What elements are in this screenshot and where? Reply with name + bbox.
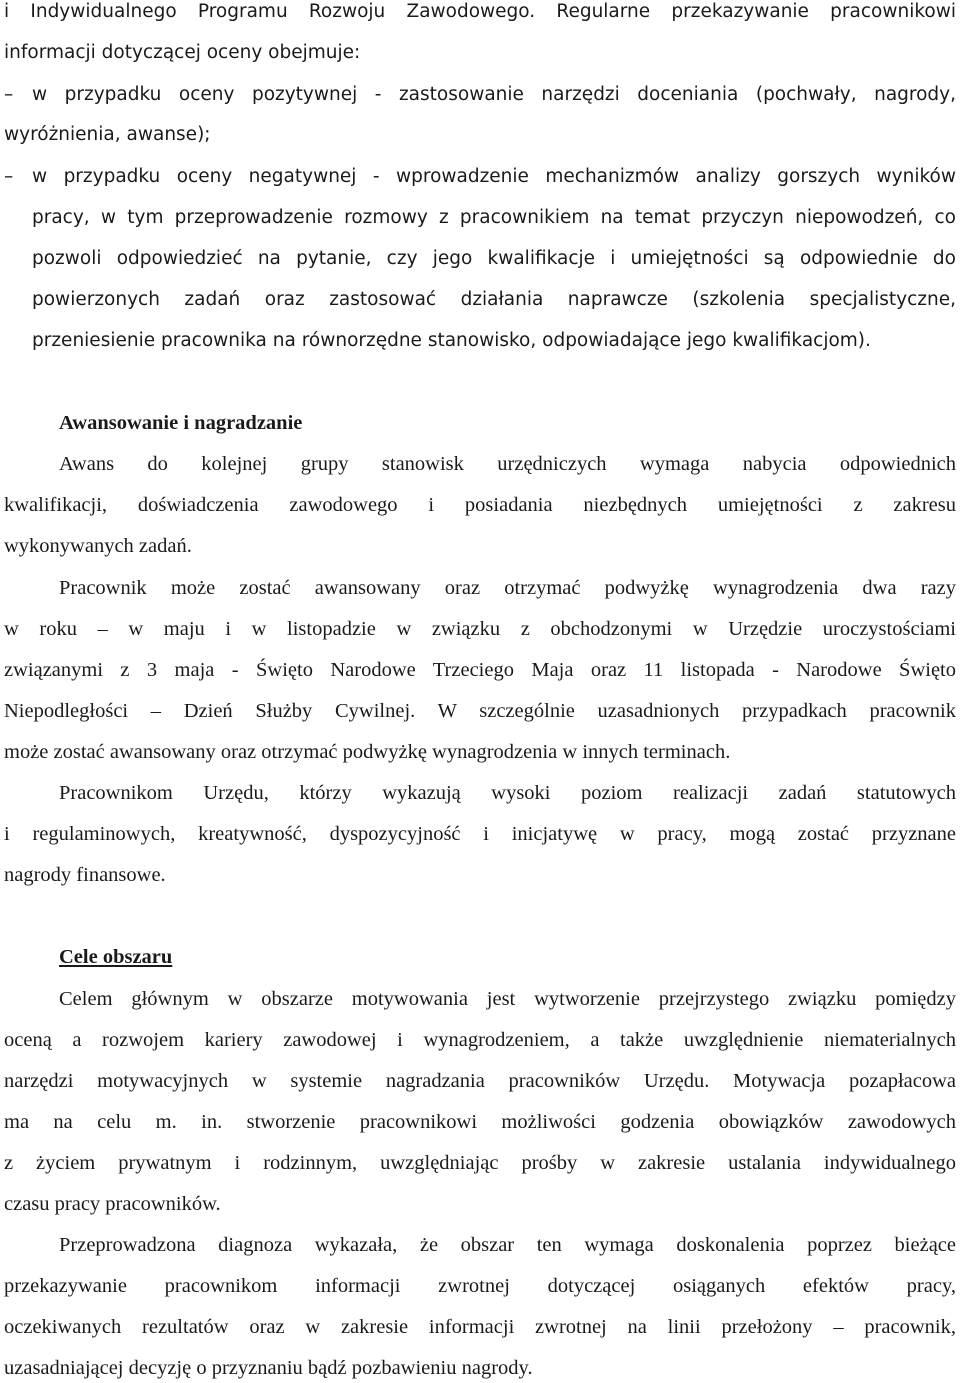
section-heading: Cele obszaru bbox=[59, 946, 173, 968]
bullet-continuation: przeniesienie pracownika na równorzędne stanowisko, odpowiadające jego kwalifikacjom). bbox=[32, 330, 871, 351]
bullet-item bbox=[4, 162, 956, 192]
dash-bullet: – bbox=[4, 166, 14, 187]
paragraph-line: Pracownik może zostać awansowany oraz otrzymać podwyżkę wynagrodzenia dwa razy bbox=[59, 577, 956, 599]
paragraph-line: Celem głównym w obszarze motywowania jest wytworzenie przejrzystego związku pomiędzy bbox=[59, 988, 956, 1010]
paragraph-line: z życiem prywatnym i rodzinnym, uwzględniając prośby w zakresie ustalania indywidualnego bbox=[4, 1152, 956, 1174]
bullet-text: w przypadku oceny negatywnej - wprowadzenie mechanizmów analizy gorszych wyników bbox=[32, 166, 956, 187]
paragraph-line: narzędzi motywacyjnych w systemie nagradzania pracowników Urzędu. Motywacja pozapłacowa bbox=[4, 1070, 956, 1092]
paragraph-line: związanymi z 3 maja - Święto Narodowe Trzeciego Maja oraz 11 listopada - Narodowe Święto bbox=[4, 659, 956, 681]
paragraph-line: w roku – w maju i w listopadzie w związku z obchodzonymi w Urzędzie uroczystościami bbox=[4, 618, 956, 640]
dash-bullet: – bbox=[4, 84, 14, 105]
section-heading: Awansowanie i nagradzanie bbox=[59, 412, 303, 434]
paragraph-line: informacji dotyczącej oceny obejmuje: bbox=[4, 42, 361, 63]
bullet-item bbox=[4, 80, 956, 110]
paragraph-line: nagrody finansowe. bbox=[4, 864, 166, 886]
paragraph-line: może zostać awansowany oraz otrzymać podwyżkę wynagrodzenia w innych terminach. bbox=[4, 741, 731, 763]
paragraph-line: i Indywidualnego Programu Rozwoju Zawodowego. Regularne przekazywanie pracownikowi bbox=[4, 1, 956, 22]
paragraph-line: oceną a rozwojem kariery zawodowej i wynagrodzeniem, a także uwzględnienie niematerialnych bbox=[4, 1029, 956, 1051]
paragraph-line: i regulaminowych, kreatywność, dyspozycyjność i inicjatywę w pracy, mogą zostać przyznane bbox=[4, 823, 956, 845]
paragraph-line: uzasadniającej decyzję o przyznaniu bądź pozbawieniu nagrody. bbox=[4, 1357, 533, 1379]
paragraph-line: Przeprowadzona diagnoza wykazała, że obszar ten wymaga doskonalenia poprzez bieżące bbox=[59, 1234, 956, 1256]
paragraph-line: kwalifikacji, doświadczenia zawodowego i posiadania niezbędnych umiejętności z zakresu bbox=[4, 494, 956, 516]
paragraph-line: czasu pracy pracowników. bbox=[4, 1193, 221, 1215]
bullet-text: w przypadku oceny pozytywnej - zastosowanie narzędzi doceniania (pochwały, nagrody, bbox=[32, 84, 956, 105]
paragraph-line: przekazywanie pracownikom informacji zwrotnej dotyczącej osiąganych efektów pracy, bbox=[4, 1275, 956, 1297]
bullet-continuation: wyróżnienia, awanse); bbox=[4, 124, 211, 145]
paragraph-line: Pracownikom Urzędu, którzy wykazują wysoki poziom realizacji zadań statutowych bbox=[59, 782, 956, 804]
bullet-continuation: powierzonych zadań oraz zastosować działania naprawcze (szkolenia specjalistyczne, bbox=[32, 289, 956, 310]
paragraph-line: Niepodległości – Dzień Służby Cywilnej. W szczególnie uzasadnionych przypadkach pracownik bbox=[4, 700, 956, 722]
paragraph-line: Awans do kolejnej grupy stanowisk urzędniczych wymaga nabycia odpowiednich bbox=[59, 453, 956, 475]
paragraph-line: wykonywanych zadań. bbox=[4, 535, 192, 557]
bullet-continuation: pracy, w tym przeprowadzenie rozmowy z pracownikiem na temat przyczyn niepowodzeń, co bbox=[32, 207, 956, 228]
paragraph-line: oczekiwanych rezultatów oraz w zakresie informacji zwrotnej na linii przełożony – pracownik, bbox=[4, 1316, 956, 1338]
paragraph-line: ma na celu m. in. stworzenie pracownikowi możliwości godzenia obowiązków zawodowych bbox=[4, 1111, 956, 1133]
bullet-continuation: pozwoli odpowiedzieć na pytanie, czy jego kwalifikacje i umiejętności są odpowiednie do bbox=[32, 248, 956, 269]
